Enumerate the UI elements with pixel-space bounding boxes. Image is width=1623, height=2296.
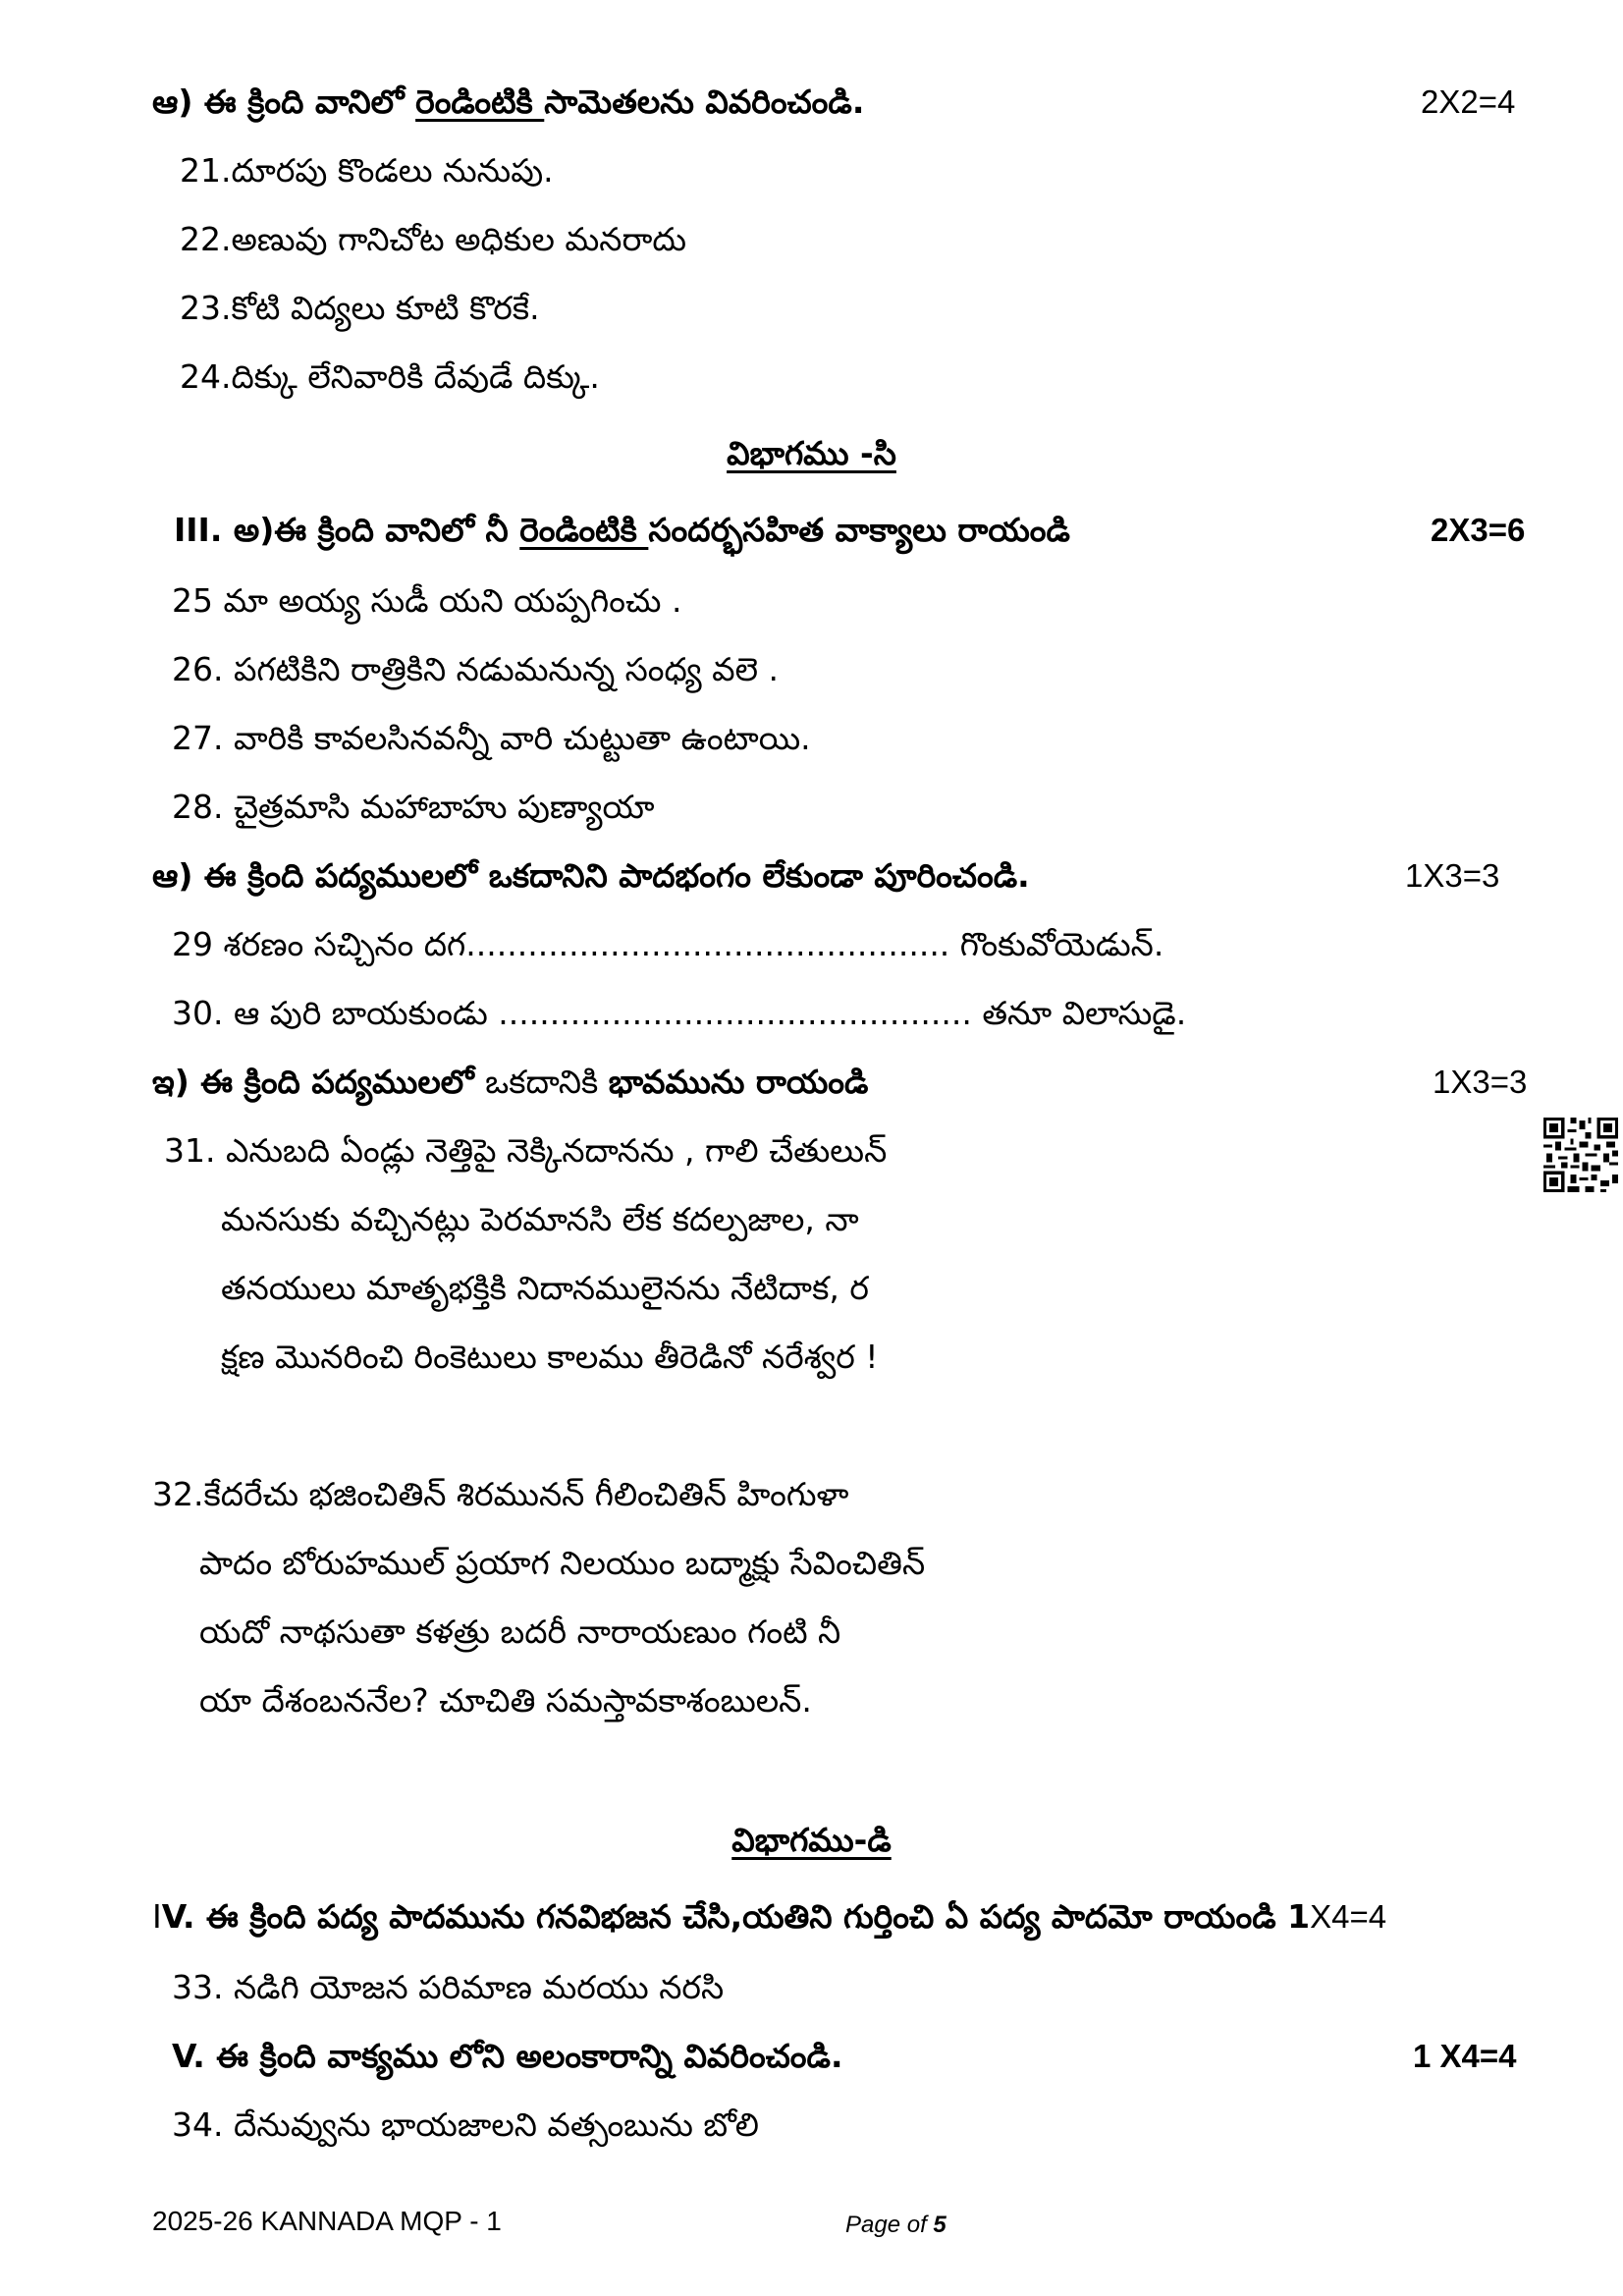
marks-label: 1 [1287,1897,1311,1936]
instruction-text: III. అ)ఈ క్రింది వానిలో నీ [174,511,520,549]
question-item: 30. ఆ పురి బాయకుండు .............................................. తనూ విలాసుడై. [172,994,1187,1032]
question-item: 28. చైత్రమాసి మహాబాహు పుణ్యాయా [172,788,655,826]
instruction-text: భావమును రాయండి [608,1063,869,1101]
poem-31-line: 31. ఎనుబది ఏండ్లు నెత్తిపై నెక్కినదానను , గాలి చేతులున్ [164,1131,888,1170]
instruction-text: సందర్భసహిత వాక్యాలు రాయండి [648,511,1070,549]
poem-32-line: 32.కేదరేచు భజించితిన్ శిరమునన్ గీలించితిన్ హింగుళా [152,1475,849,1513]
marks-label: 1X3=3 [1405,857,1500,894]
marks-label: 1 X4=4 [1413,2038,1517,2074]
qr-code-icon [1543,1118,1618,1192]
question-item: 21.దూరపు కొండలు నునుపు. [180,151,554,190]
poem-32-line: యా దేశంబననేల? చూచితి సమస్తావకాశంబులన్. [199,1681,812,1720]
instruction-text: ఒకదానికి [485,1063,609,1101]
section-d-heading: విభాగము-డి [731,1821,892,1859]
question-item: 34. దేనువ్వును భాయజాలని వత్సంబును బోలి [172,2105,759,2144]
question-item: 29 శరణం సచ్చినం దగ............................................... గొంకువోయెడున్. [172,925,1164,963]
marks-label: 2X2=4 [1421,83,1516,120]
instruction-text: ఆ) ఈ క్రింది వానిలో [152,82,416,121]
instruction-underlined: రెండింటికి [415,82,545,121]
question-3-instruction [174,509,1070,552]
question-4-instruction [152,1895,1386,1939]
poem-32-line: యదో నాథసుతా కళత్రు బదరీ నారాయణుం గంటి నీ [199,1613,841,1651]
poem-31-line: తనయులు మాతృభక్తికి నిదానములైనను నేటిదాక, ర [221,1269,869,1307]
poem-31-line: మనసుకు వచ్చినట్లు పెరమానసి లేక కదల్పజాల, నా [221,1200,859,1238]
question-item: 33. నడిగి యోజన పరిమాణ మరయు నరసి [172,1968,725,2006]
footer-document-id: 2025-26 KANNADA MQP - 1 [152,2206,502,2236]
question-item: 22.అణువు గానిచోట అధికుల మనరాదు [180,220,687,258]
section-c-heading: విభాగము -సి [727,434,896,472]
marks-label: 1X3=3 [1433,1064,1528,1100]
poem-31-line: క్షణ మొనరించి రింకెటులు కాలము తీరెడినో నరేశ్వర ! [221,1338,879,1376]
instruction-text: V. ఈ క్రింది పద్య పాదమును గనవిభజన చేసి,యతిని గుర్తించి ఏ పద్య పాదమో రాయండి [161,1897,1288,1936]
page-total: 5 [933,2212,947,2238]
instruction-underlined: రెండింటికి [519,511,649,549]
question-item: 26. పగటికిని రాత్రికిని నడుమనున్న సంధ్య వలె . [172,650,780,688]
page-label: Page of [845,2212,934,2238]
question-item: 27. వారికి కావలసినవన్నీ వారి చుట్టుతా ఉంటాయి. [172,719,811,757]
section-c-aa-instruction: ఆ) ఈ క్రింది పద్యములలో ఒకదానిని పాదభంగం లేకుండా పూరించండి. [152,856,1030,895]
section-b-aa-instruction [152,81,864,124]
instruction-text: I [152,1897,162,1936]
question-item: 25 మా అయ్య సుడీ యని యప్పగించు . [172,581,682,620]
instruction-text: సామెతలను వివరించండి. [544,82,865,121]
question-item: 23.కోటి విద్యలు కూటి కొరకే. [180,289,540,327]
marks-label: X4=4 [1310,1898,1387,1935]
poem-32-line: పాదం బోరుహముల్ ప్రయాగ నిలయుం బద్మాక్షు సేవించితిన్ [199,1544,926,1582]
instruction-text: ఇ) ఈ క్రింది పద్యములలో [152,1063,486,1101]
question-item: 24.దిక్కు లేనివారికి దేవుడే దిక్కు. [180,357,600,396]
section-c-i-instruction [152,1061,868,1104]
marks-label: 2X3=6 [1431,512,1526,548]
question-5-instruction: V. ఈ క్రింది వాక్యము లోని అలంకారాన్ని వివరించండి. [172,2037,843,2075]
footer-page-number [845,2208,947,2243]
